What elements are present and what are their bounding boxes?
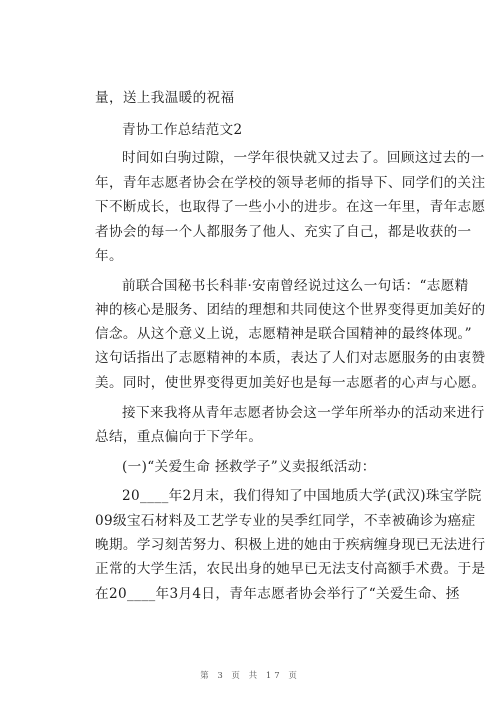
text-line: 量，送上我温暖的祝福 <box>95 90 235 106</box>
page-number-footer: 第 3 页 共 17 页 <box>200 671 300 681</box>
text-line: 在20____年3月4日，青年志愿者协会举行了“关爱生命、拯 <box>95 586 460 602</box>
text-line: 总结，重点偏向于下学年。 <box>95 429 263 445</box>
text-line: 美。同时，使世界变得更加美好也是每一志愿者的心声与心愿。 <box>95 375 486 391</box>
text-line: 年，青年志愿者协会在学校的领导老师的指导下、同学们的关注 <box>95 175 486 191</box>
text-line: 正常的大学生活，农民出身的她早已无法支付高额手术费。于是 <box>95 561 486 577</box>
text-line: 者协会的每一个人都服务了他人、充实了自己，都是收获的一 <box>95 224 472 240</box>
text-line: 神的核心是服务、团结的理想和共同使这个世界变得更加美好的 <box>95 302 486 318</box>
text-line: 时间如白驹过隙，一学年很快就又过去了。回顾这过去的一 <box>122 150 485 166</box>
section-heading: 青协工作总结范文2 <box>122 122 243 138</box>
text-line: 接下来我将从青年志愿者协会这一学年所举办的活动来进行 <box>122 405 485 421</box>
text-line: 09级宝石材料及工艺学专业的吴季红同学，不幸被确诊为癌症 <box>95 513 476 529</box>
subsection-heading: (一)“关爱生命 拯救学子”义卖报纸活动： <box>122 459 376 475</box>
text-line: 信念。从这个意义上说，志愿精神是联合国精神的最终体现。” <box>95 326 472 342</box>
text-line: 下不断成长，也取得了一些小小的进步。在这一年里，青年志愿 <box>95 199 486 215</box>
text-line: 晚期。学习刻苦努力、积极上进的她由于疾病缠身现已无法进行 <box>95 537 486 553</box>
text-line: 年。 <box>95 248 123 264</box>
text-line: 这句话指出了志愿精神的本质，表达了人们对志愿服务的由衷赞 <box>95 350 486 366</box>
text-line: 前联合国秘书长科菲·安南曾经说过这么一句话：“志愿精 <box>122 278 469 294</box>
text-line: 20____年2月末，我们得知了中国地质大学(武汉)珠宝学院 <box>122 488 482 504</box>
